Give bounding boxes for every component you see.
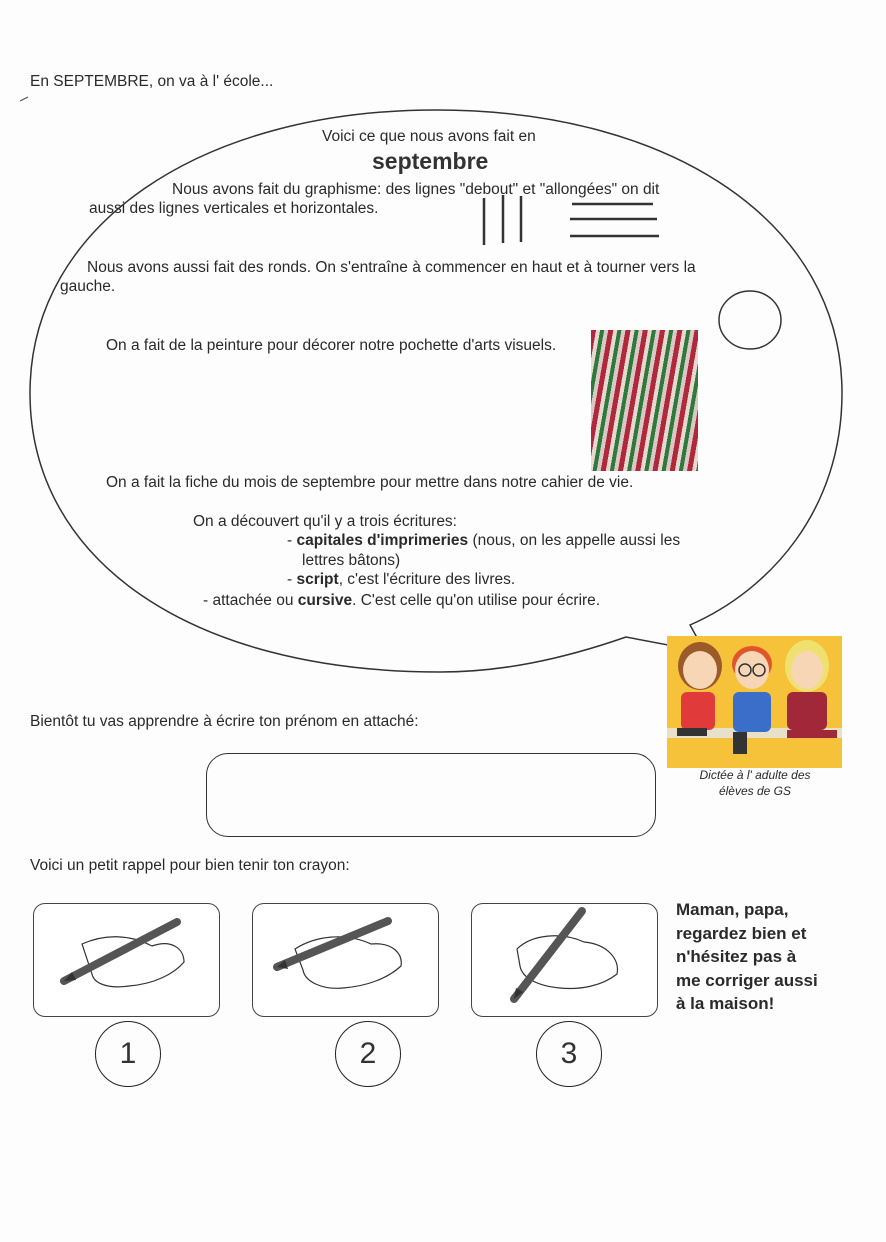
pencil-hand-icon-2 <box>253 904 438 1016</box>
children-illustration <box>667 636 842 768</box>
step-number-3: 3 <box>536 1021 602 1087</box>
pencil-hand-icon-3 <box>472 904 657 1016</box>
parents-note: Maman, papa, regardez bien et n'hésitez pas à me corriger aussi à la maison! <box>676 900 818 1013</box>
crayon-label: Voici un petit rappel pour bien tenir ton crayon: <box>30 857 350 874</box>
pencil-hand-icon-1 <box>34 904 219 1016</box>
step-number-2: 2 <box>335 1021 401 1087</box>
prenom-label: Bientôt tu vas apprendre à écrire ton prénom en attaché: <box>30 713 419 730</box>
intro-text: En SEPTEMBRE, on va à l' école... <box>30 73 274 90</box>
ecritures-intro: On a découvert qu'il y a trois écritures: <box>193 513 457 530</box>
children-drawing <box>667 636 842 768</box>
month-title: septembre <box>372 148 489 174</box>
graphisme-text: Nous avons fait du graphisme: des lignes "debout" et "allongées" on dit <box>172 181 660 198</box>
ecriture-2: - script, c'est l'écriture des livres. <box>287 571 516 588</box>
fiche-text: On a fait la fiche du mois de septembre pour mettre dans notre cahier de vie. <box>106 474 634 491</box>
illustration-caption: Dictée à l' adulte des élèves de GS <box>699 768 811 798</box>
ecriture-3: - attachée ou cursive. C'est celle qu'on utilise pour écrire. <box>203 592 601 609</box>
prenom-writing-box[interactable] <box>206 753 656 837</box>
pencil-grip-step-1 <box>33 903 220 1017</box>
painting-photo <box>591 330 698 471</box>
step-number-1: 1 <box>95 1021 161 1087</box>
round-shape <box>719 291 781 349</box>
ronds-text: Nous avons aussi fait des ronds. On s'entraîne à commencer en haut et à tourner vers la <box>87 259 696 276</box>
pencil-grip-step-3 <box>471 903 658 1017</box>
pencil-grip-step-2 <box>252 903 439 1017</box>
ecriture-1: - capitales d'imprimeries (nous, on les appelle aussi les <box>287 532 681 549</box>
ecriture-1-line2: lettres bâtons) <box>302 552 401 569</box>
graphisme-text-2: aussi des lignes verticales et horizontales. <box>89 200 379 217</box>
ronds-text-2: gauche. <box>60 278 116 295</box>
peinture-text: On a fait de la peinture pour décorer notre pochette d'arts visuels. <box>106 337 557 354</box>
bubble-lead: Voici ce que nous avons fait en <box>322 128 536 145</box>
